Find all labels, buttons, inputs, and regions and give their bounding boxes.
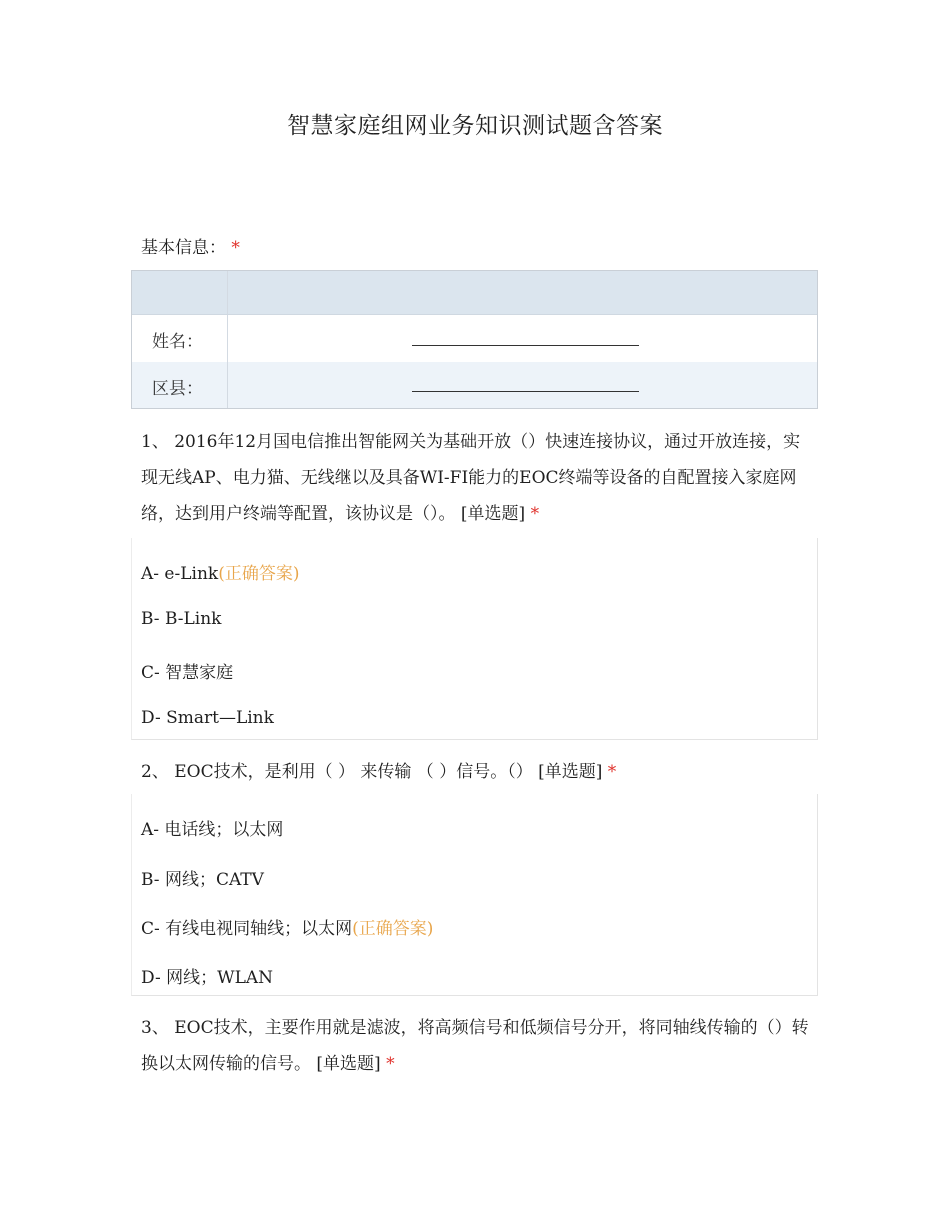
option-b[interactable]: B- 网线；CATV xyxy=(141,870,264,890)
document-title: 智慧家庭组网业务知识测试题含答案 xyxy=(287,113,663,139)
question-1 xyxy=(141,424,813,532)
correct-answer-tag: (正确答案) xyxy=(218,564,300,584)
option-a[interactable]: A- e-Link(正确答案) xyxy=(141,564,300,584)
question-1-text: 1、 2016年12月国电信推出智能网关为基础开放（）快速连接协议，通过开放连接，实现无线AP、电力猫、无线继以及具备WI-FI能力的EOC终端等设备的自配置接入家庭网络，达到用户终端等配置，该协议是（）。 [单选题] xyxy=(141,432,801,524)
question-2-options xyxy=(131,794,818,996)
required-mark: * xyxy=(386,1054,395,1074)
basic-info-label xyxy=(141,233,240,258)
district-label: 区县： xyxy=(152,379,203,399)
district-field[interactable] xyxy=(412,391,639,392)
basic-info-table xyxy=(131,270,818,409)
question-3-text: 3、 EOC技术，主要作用就是滤波，将高频信号和低频信号分开，将同轴线传输的（）转换以太网传输的信号。 [单选题] xyxy=(141,1018,809,1074)
question-1-options xyxy=(131,538,818,740)
required-mark: * xyxy=(231,238,240,258)
required-mark: * xyxy=(530,504,540,524)
option-b[interactable]: B- B-Link xyxy=(141,609,222,629)
name-row xyxy=(132,315,817,362)
name-field[interactable] xyxy=(412,345,639,346)
question-2 xyxy=(141,754,813,790)
required-mark: * xyxy=(607,762,617,782)
name-label: 姓名： xyxy=(152,332,203,352)
table-header-row xyxy=(132,271,817,315)
question-2-text: 2、 EOC技术，是利用（ ） 来传输 （ ）信号。（） [单选题] xyxy=(141,762,603,782)
basic-info-text: 基本信息： xyxy=(141,238,226,258)
option-d[interactable]: D- Smart—Link xyxy=(141,708,274,728)
district-row xyxy=(132,362,817,408)
option-d[interactable]: D- 网线；WLAN xyxy=(141,968,274,988)
option-c[interactable]: C- 有线电视同轴线；以太网(正确答案) xyxy=(141,919,434,939)
correct-answer-tag: (正确答案) xyxy=(352,919,434,939)
option-a[interactable]: A- 电话线；以太网 xyxy=(141,820,284,840)
question-3 xyxy=(141,1010,813,1082)
option-c[interactable]: C- 智慧家庭 xyxy=(141,663,234,683)
